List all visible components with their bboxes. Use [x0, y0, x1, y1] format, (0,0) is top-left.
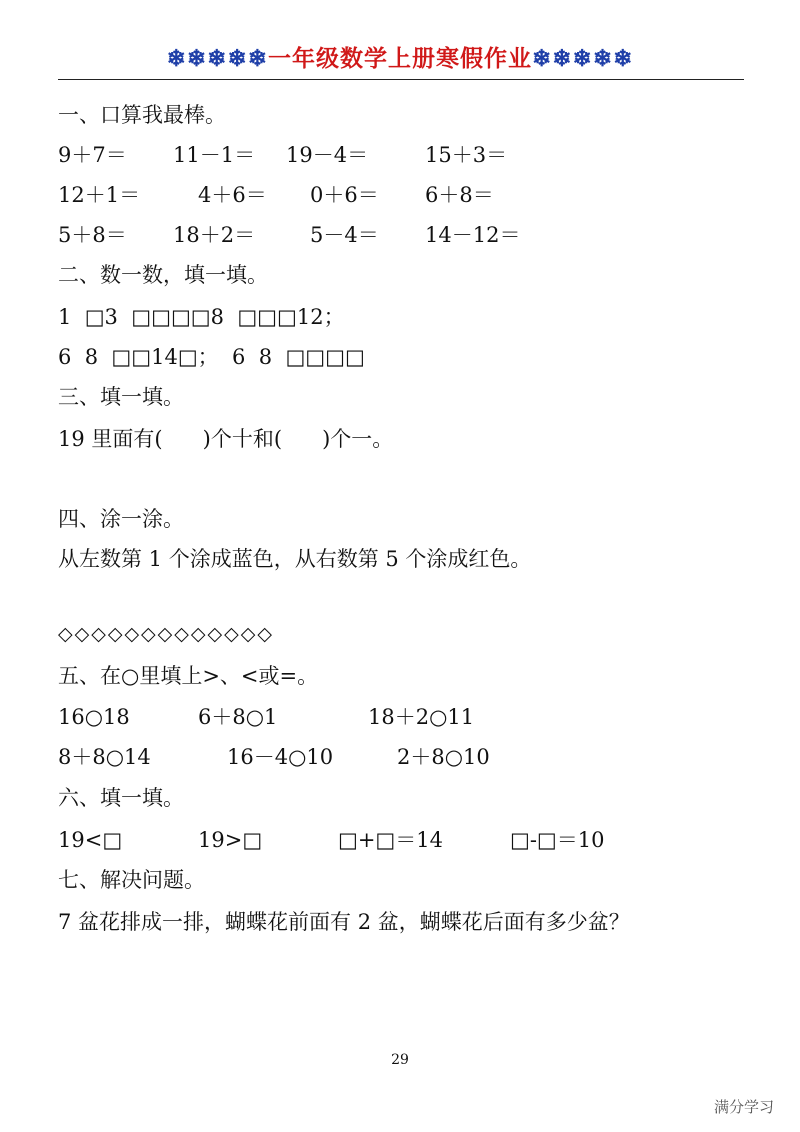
section6-title: 六、填一填。 — [58, 786, 184, 810]
section1-title: 一、口算我最棒。 — [58, 103, 226, 127]
sequence-line-2: 6 8 □□14□； 6 8 □□□□ — [58, 345, 365, 369]
compare-item: 16－4○10 — [227, 745, 334, 769]
arithmetic-item: 14－12＝ — [425, 223, 521, 247]
section5-title: 五、在○里填上>、<或=。 — [58, 664, 319, 688]
fill-item: □-□＝10 — [510, 828, 605, 852]
arithmetic-item: 5＋8＝ — [58, 223, 127, 247]
sequence-line-1: 1 □3 □□□□8 □□□12； — [58, 305, 345, 329]
compare-item: 2＋8○10 — [397, 745, 490, 769]
snowflakes-left: ❄❄❄❄❄ — [166, 45, 268, 72]
page-number: 29 — [391, 1052, 409, 1068]
fill-item: 19>□ — [198, 828, 263, 852]
coloring-instruction: 从左数第 1 个涂成蓝色，从右数第 5 个涂成红色。 — [58, 547, 532, 571]
arithmetic-item: 5－4＝ — [310, 223, 379, 247]
arithmetic-item: 19－4＝ — [286, 143, 369, 167]
arithmetic-item: 6＋8＝ — [425, 183, 494, 207]
compare-item: 16○18 — [58, 705, 130, 729]
arithmetic-item: 9＋7＝ — [58, 143, 127, 167]
arithmetic-item: 4＋6＝ — [198, 183, 267, 207]
section4-title: 四、涂一涂。 — [58, 507, 184, 531]
fill-item: 19<□ — [58, 828, 123, 852]
compare-item: 6＋8○1 — [198, 705, 278, 729]
diamond-row: ◇◇◇◇◇◇◇◇◇◇◇◇◇ — [58, 623, 274, 645]
snowflakes-right: ❄❄❄❄❄ — [532, 45, 634, 72]
arithmetic-item: 0＋6＝ — [310, 183, 379, 207]
arithmetic-item: 15＋3＝ — [425, 143, 508, 167]
header-divider — [58, 79, 744, 80]
compare-item: 8＋8○14 — [58, 745, 151, 769]
compare-item: 18＋2○11 — [368, 705, 475, 729]
section2-title: 二、数一数，填一填。 — [58, 263, 268, 287]
page-header — [0, 40, 800, 73]
tens-ones-question: 19 里面有( )个十和( )个一。 — [58, 427, 394, 451]
arithmetic-item: 18＋2＝ — [173, 223, 256, 247]
arithmetic-item: 11－1＝ — [173, 143, 256, 167]
fill-item: □+□＝14 — [338, 828, 443, 852]
page-title: 一年级数学上册寒假作业 — [268, 45, 532, 72]
arithmetic-item: 12＋1＝ — [58, 183, 141, 207]
section3-title: 三、填一填。 — [58, 385, 184, 409]
word-problem: 7 盆花排成一排，蝴蝶花前面有 2 盆，蝴蝶花后面有多少盆？ — [58, 910, 630, 934]
watermark: 满分学习 — [713, 1098, 774, 1116]
section7-title: 七、解决问题。 — [58, 868, 205, 892]
